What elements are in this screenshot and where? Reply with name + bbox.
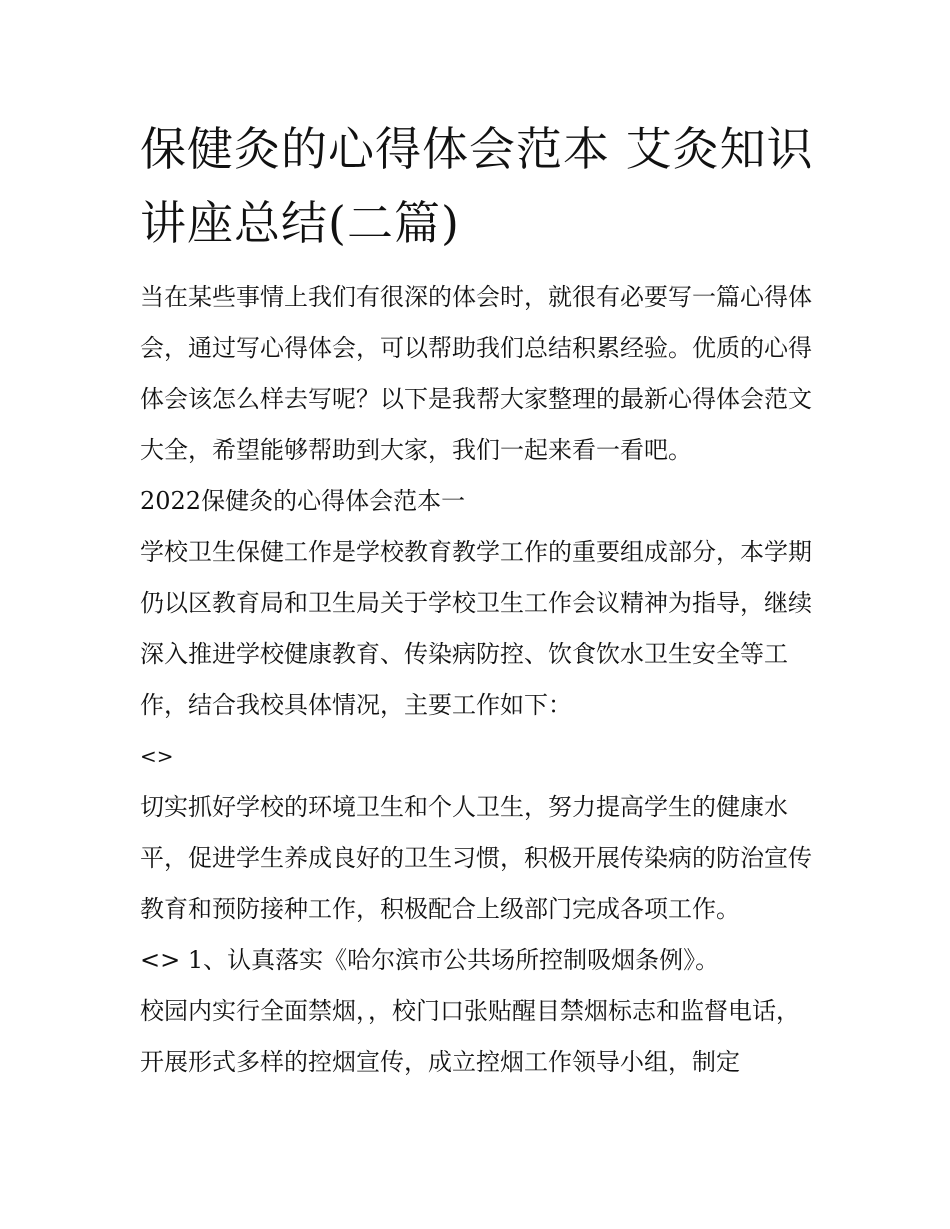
intro-paragraph: 当在某些事情上我们有很深的体会时，就很有必要写一篇心得体会，通过写心得体会，可以帮助我们总结积累经验。优质的心得体会该怎么样去写呢？以下是我帮大家整理的最新心得体会范文大全，希望能够帮助到大家，我们一起来看一看吧。: [140, 283, 812, 464]
document-page: [140, 112, 820, 1088]
section-heading: 2022保健灸的心得体会范本一: [140, 487, 466, 515]
placeholder-marker: <>: [140, 744, 174, 768]
document-title: 保健灸的心得体会范本 艾灸知识讲座总结(二篇): [140, 122, 814, 250]
body-paragraph: 校园内实行全面禁烟，，校门口张贴醒目禁烟标志和监督电话，开展形式多样的控烟宣传，成立控烟工作领导小组，制定: [140, 997, 800, 1076]
document-body: [140, 272, 820, 1088]
numbered-item: <> 1、认真落实《哈尔滨市公共场所控制吸烟条例》。: [140, 946, 720, 974]
body-paragraph: 切实抓好学校的环境卫生和个人卫生，努力提高学生的健康水平，促进学生养成良好的卫生习惯，积极开展传染病的防治宣传教育和预防接种工作，积极配合上级部门完成各项工作。: [140, 793, 812, 923]
body-paragraph: 学校卫生保健工作是学校教育教学工作的重要组成部分，本学期仍以区教育局和卫生局关于学校卫生工作会议精神为指导，继续深入推进学校健康教育、传染病防控、饮食饮水卫生安全等工作，结合我校具体情况，主要工作如下：: [140, 538, 812, 719]
